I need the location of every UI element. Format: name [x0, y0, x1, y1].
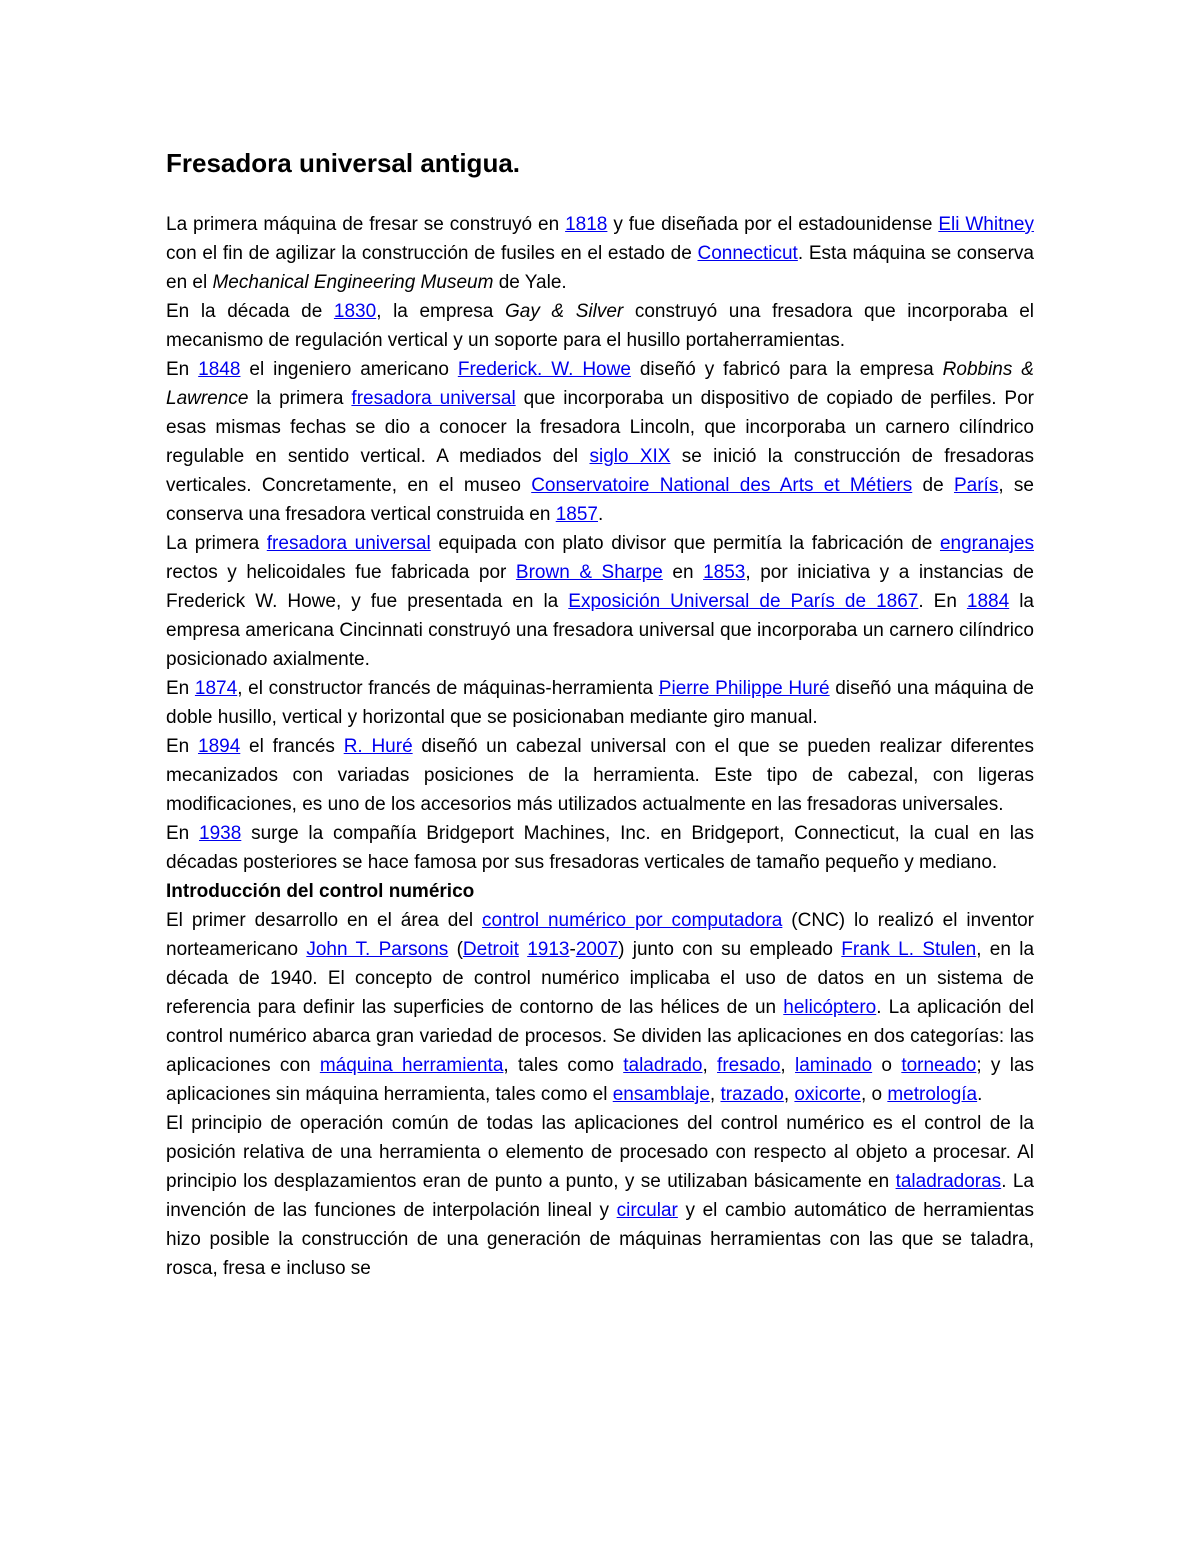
cnc-section — [166, 906, 1034, 1283]
page-title: Fresadora universal antigua. — [166, 148, 521, 178]
text-run — [519, 939, 527, 960]
text-run: , en la década de 1940. El concepto de control numérico implicaba el uso de datos en un sistema de referencia para definir las superficies de contorno de las hélices de un — [166, 939, 1035, 1018]
hyperlink[interactable]: 1818 — [565, 214, 608, 235]
text-run: En — [166, 736, 199, 757]
text-run: , o — [860, 1084, 888, 1105]
hyperlink[interactable]: laminado — [795, 1055, 873, 1076]
text-run: con el fin de agilizar la construcción de fusiles en el estado de — [166, 243, 698, 264]
hyperlink[interactable]: 1894 — [198, 736, 241, 757]
text-run: La primera — [166, 533, 267, 554]
hyperlink[interactable]: John T. Parsons — [306, 939, 449, 960]
text-run: , tales como — [503, 1055, 624, 1076]
hyperlink[interactable]: 1853 — [703, 562, 746, 583]
text-run: . En — [918, 591, 967, 612]
text-run: , — [709, 1084, 721, 1105]
hyperlink[interactable]: Eli Whitney — [938, 214, 1035, 235]
text-run: de Yale. — [493, 272, 567, 293]
text-run: El principio de operación común de todas las aplicaciones del control numérico es el control de la posición relativa de una herramienta o elemento de procesado con respecto al objeto a procesar. Al principio los desplazamientos eran de punto a punto, y se utilizaban básicamente en — [166, 1113, 1034, 1192]
hyperlink[interactable]: Brown & Sharpe — [515, 562, 663, 583]
hyperlink[interactable]: taladrado — [623, 1055, 703, 1076]
hyperlink[interactable]: Exposición Universal de París de 1867 — [568, 591, 919, 612]
hyperlink[interactable]: Frank L. Stulen — [841, 939, 977, 960]
paragraph — [166, 1109, 1034, 1283]
italic-text: Mechanical Engineering Museum — [212, 272, 494, 293]
hyperlink[interactable]: 1830 — [333, 301, 377, 322]
paragraph — [166, 297, 1034, 355]
hyperlink[interactable]: máquina herramienta — [319, 1055, 504, 1076]
hyperlink[interactable]: Conservatoire National des Arts et Métiers — [531, 475, 913, 496]
hyperlink[interactable]: engranajes — [939, 533, 1034, 554]
text-run: y fue diseñada por el estadounidense — [607, 214, 939, 235]
text-run: en — [662, 562, 704, 583]
section-heading: Introducción del control numérico — [166, 881, 475, 902]
text-run: , el constructor francés de máquinas-herramienta — [237, 678, 659, 699]
text-run: , la empresa — [376, 301, 505, 322]
text-run: En — [166, 359, 199, 380]
hyperlink[interactable]: 1857 — [555, 504, 598, 525]
hyperlink[interactable]: 1874 — [194, 678, 238, 699]
hyperlink[interactable]: torneado — [901, 1055, 977, 1076]
hyperlink[interactable]: 1848 — [198, 359, 241, 380]
hyperlink[interactable]: oxicorte — [794, 1084, 861, 1105]
text-run: En — [166, 678, 195, 699]
text-run: el ingeniero americano — [240, 359, 458, 380]
hyperlink[interactable]: trazado — [720, 1084, 784, 1105]
hyperlink[interactable]: siglo XIX — [589, 446, 671, 467]
text-run: , — [702, 1055, 718, 1076]
hyperlink[interactable]: París — [953, 475, 999, 496]
text-run: ; y las aplicaciones sin máquina herramienta, tales como el — [166, 1055, 1035, 1105]
text-run: . Esta máquina se conserva en el — [166, 243, 1034, 293]
text-run: , — [780, 1055, 796, 1076]
text-run: rectos y helicoidales fue fabricada por — [166, 562, 516, 583]
text-run: ( — [448, 939, 463, 960]
text-run: la primera — [248, 388, 352, 409]
text-run: ) junto con su empleado — [618, 939, 842, 960]
hyperlink[interactable]: 1884 — [966, 591, 1010, 612]
paragraph — [166, 210, 1034, 297]
text-run: la empresa americana Cincinnati construyó una fresadora universal que incorporaba un carnero cilíndrico posicionado axialmente. — [166, 591, 1034, 670]
paragraph — [166, 819, 1034, 877]
text-run: , — [783, 1084, 795, 1105]
text-run: En — [166, 823, 200, 844]
hyperlink[interactable]: helicóptero — [783, 997, 877, 1018]
text-run: , se conserva una fresadora vertical construida en — [166, 475, 1034, 525]
text-run: surge la compañía Bridgeport Machines, Inc. en Bridgeport, Connecticut, la cual en las décadas posteriores se hace famosa por sus fresadoras verticales de tamaño pequeño y mediano. — [166, 823, 1034, 873]
hyperlink[interactable]: taladradoras — [895, 1171, 1002, 1192]
hyperlink[interactable]: 2007 — [575, 939, 619, 960]
text-run: . — [598, 504, 604, 525]
text-run: que incorporaba un dispositivo de copiado de perfiles. Por esas mismas fechas se dio a conocer la fresadora Lincoln, que incorporaba un carnero cilíndrico regulable en sentido vertical. A mediados del — [166, 388, 1034, 467]
text-run: - — [569, 939, 576, 960]
italic-text: Robbins & Lawrence — [166, 359, 1034, 409]
paragraph — [166, 674, 1034, 732]
text-run: , por iniciativa y a instancias de Frederick W. Howe, y fue presentada en la — [166, 562, 1034, 612]
text-run: . — [977, 1084, 983, 1105]
hyperlink[interactable]: R. Huré — [343, 736, 413, 757]
text-run: diseñó y fabricó para la empresa — [630, 359, 943, 380]
text-run: el francés — [240, 736, 344, 757]
text-run: . La aplicación del control numérico abarca gran variedad de procesos. Se dividen las aplicaciones en dos categorías: las aplicaciones con — [166, 997, 1034, 1076]
hyperlink[interactable]: control numérico por computadora — [482, 910, 783, 931]
hyperlink[interactable]: Detroit — [462, 939, 519, 960]
text-run: equipada con plato divisor que permitía la fabricación de — [430, 533, 940, 554]
paragraph — [166, 529, 1034, 674]
hyperlink[interactable]: circular — [616, 1200, 678, 1221]
history-section — [166, 210, 1034, 877]
italic-text: Gay & Silver — [504, 301, 624, 322]
hyperlink[interactable]: metrología — [887, 1084, 978, 1105]
text-run: y el cambio automático de herramientas hizo posible la construcción de una generación de máquinas herramientas con las que se taladra, rosca, fresa e incluso se — [166, 1200, 1034, 1279]
hyperlink[interactable]: 1938 — [199, 823, 242, 844]
hyperlink[interactable]: Pierre Philippe Huré — [658, 678, 830, 699]
text-run: La primera máquina de fresar se construyó en — [166, 214, 566, 235]
hyperlink[interactable]: Frederick. W. Howe — [457, 359, 631, 380]
hyperlink[interactable]: fresadora universal — [351, 388, 516, 409]
text-run: diseñó un cabezal universal con el que se pueden realizar diferentes mecanizados con variadas posiciones de la herramienta. Este tipo de cabezal, con ligeras modificaciones, es uno de los accesorios más utilizados actualmente en las fresadoras universales. — [166, 736, 1035, 815]
paragraph — [166, 355, 1034, 529]
text-run: . La invención de las funciones de interpolación lineal y — [166, 1171, 1034, 1221]
text-run: o — [872, 1055, 902, 1076]
text-run: de — [912, 475, 954, 496]
text-run: El primer desarrollo en el área del — [166, 910, 483, 931]
paragraph — [166, 906, 1034, 1109]
hyperlink[interactable]: Connecticut — [697, 243, 798, 264]
text-run: En la década de — [166, 301, 334, 322]
document-page — [166, 136, 1034, 1283]
text-run: se inició la construcción de fresadoras verticales. Concretamente, en el museo — [166, 446, 1035, 496]
hyperlink[interactable]: fresadora universal — [266, 533, 431, 554]
hyperlink[interactable]: 1913 — [527, 939, 570, 960]
paragraph — [166, 732, 1034, 819]
hyperlink[interactable]: ensamblaje — [612, 1084, 710, 1105]
text-run: (CNC) lo realizó el inventor norteamericano — [166, 910, 1034, 960]
hyperlink[interactable]: fresado — [717, 1055, 781, 1076]
text-run: diseñó una máquina de doble husillo, vertical y horizontal que se posicionaban mediante giro manual. — [166, 678, 1034, 728]
text-run: construyó una fresadora que incorporaba el mecanismo de regulación vertical y un soporte para el husillo portaherramientas. — [166, 301, 1034, 351]
